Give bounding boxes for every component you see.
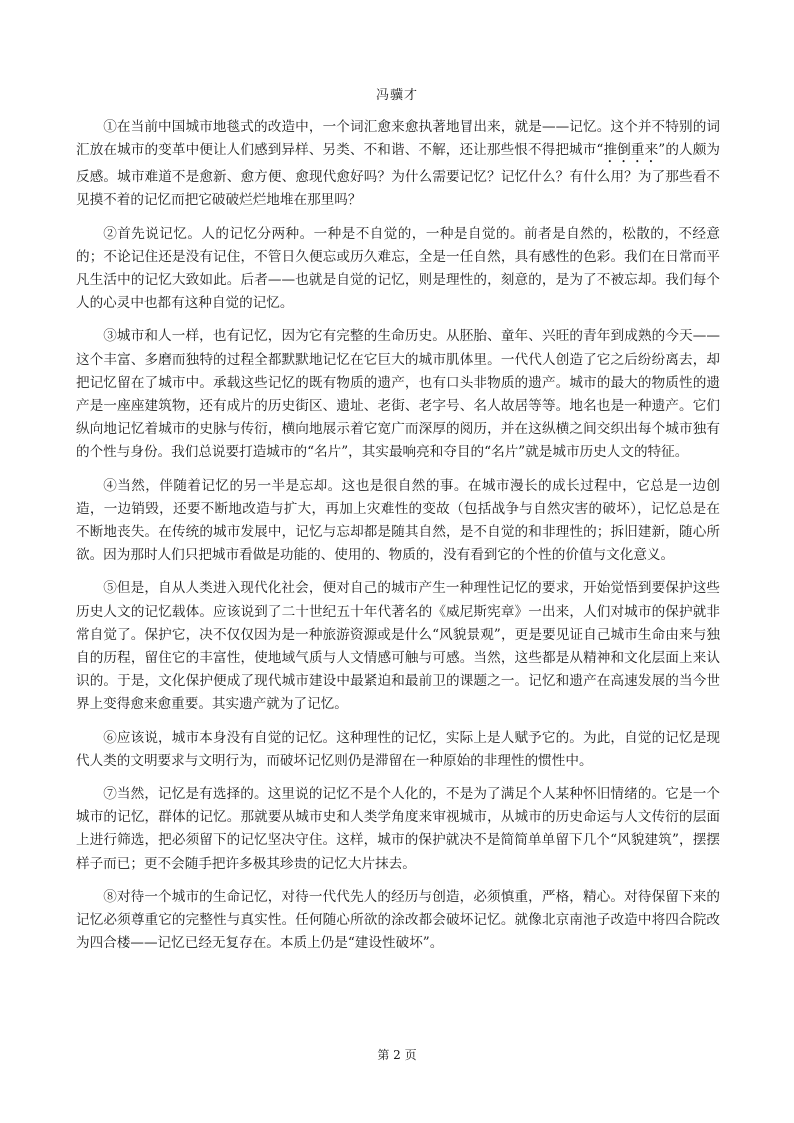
page-number: 第 2 页 [377, 1048, 417, 1062]
paragraph-7 [76, 783, 720, 876]
paragraph-1 [76, 116, 720, 213]
paragraph-2-text: ②首先说记忆。人的记忆分两种。一种是不自觉的，一种是自觉的。前者是自然的，松散的，不经意的；不论记住还是没有记住，不管日久便忘或历久难忘，全是一任自然，具有感性的色彩。我们在日常而平凡生活中的记忆大致如此。后者——也就是自觉的记忆，则是理性的，刻意的，是为了不被忘却。我们每个人的心灵中也都有这种自觉的记忆。 [76, 225, 720, 312]
paragraph-1-text-after: ”的人颇为反感。城市难道不是愈新、愈方便、愈现代愈好吗？为什么需要记忆？记忆什么？有什么用？为了那些看不见摸不着的记忆而把它破破烂烂地堆在那里吗？ [76, 142, 720, 209]
paragraph-7-text: ⑦当然，记忆是有选择的。这里说的记忆不是个人化的，不是为了满足个人某种怀旧情绪的。它是一个城市的记忆，群体的记忆。那就要从城市史和人类学角度来审视城市，从城市的历史命运与人文传衍的层面上进行筛选，把必须留下的记忆坚决守住。这样，城市的保护就决不是简简单单留下几个“风貌建筑”，摆摆样子而已；更不会随手把许多极其珍贵的记忆大片抹去。 [76, 786, 720, 872]
emphasized-phrase: 推倒重来 [603, 142, 659, 159]
paragraph-2 [76, 223, 720, 316]
paragraph-4 [76, 475, 720, 568]
paragraph-5 [76, 577, 720, 716]
article-body [76, 116, 720, 966]
paragraph-1-text-before: ①在当前中国城市地毯式的改造中，一个词汇愈来愈执著地冒出来，就是——记忆。这个并不特别的词汇放在城市的变革中便让人们感到异样、另类、不和谐、不解，还让那些恨不得把城市“ [76, 119, 720, 159]
paragraph-8 [76, 886, 720, 956]
paragraph-6-text: ⑥应该说，城市本身没有自觉的记忆。这种理性的记忆，实际上是人赋予它的。为此，自觉的记忆是现代人类的文明要求与文明行为，而破坏记忆则仍是滞留在一种原始的非理性的惯性中。 [76, 729, 720, 769]
paragraph-5-text: ⑤但是，自从人类进入现代化社会，便对自己的城市产生一种理性记忆的要求，开始觉悟到要保护这些历史人文的记忆载体。应该说到了二十世纪五十年代著名的《威尼斯宪章》一出来，人们对城市的保护就非常自觉了。保护它，决不仅仅因为是一种旅游资源或是什么“风貌景观”，更是要见证自己城市生命由来与独自的历程，留住它的丰富性，使地域气质与人文情感可触与可感。当然，这些都是从精神和文化层面上来认识的。于是，文化保护便成了现代城市建设中最紧迫和最前卫的课题之一。记忆和遗产在高速发展的当今世界上变得愈来愈重要。其实遗产就为了记忆。 [76, 580, 720, 713]
paragraph-3 [76, 325, 720, 464]
paragraph-3-text: ③城市和人一样，也有记忆，因为它有完整的生命历史。从胚胎、童年、兴旺的青年到成熟的今天——这个丰富、多磨而独特的过程全都默默地记忆在它巨大的城市肌体里。一代代人创造了它之后纷纷离去，却把记忆留在了城市中。承载这些记忆的既有物质的遗产，也有口头非物质的遗产。城市的最大的物质性的遗产是一座座建筑物，还有成片的历史街区、遗址、老街、老字号、名人故居等等。地名也是一种遗产。它们纵向地记忆着城市的史脉与传衍，横向地展示着它宽广而深厚的阅历，并在这纵横之间交织出每个城市独有的个性与身份。我们总说要打造城市的“名片”，其实最响亮和夺目的“名片”就是城市历史人文的特征。 [76, 328, 720, 461]
paragraph-6 [76, 727, 720, 773]
paragraph-8-text: ⑧对待一个城市的生命记忆，对待一代代先人的经历与创造，必须慎重，严格，精心。对待保留下来的记忆必须尊重它的完整性与真实性。任何随心所欲的涂改都会破坏记忆。就像北京南池子改造中将四合院改为四合楼——记忆已经无复存在。本质上仍是“建设性破坏”。 [76, 888, 720, 952]
author-name: 冯骥才 [375, 88, 418, 103]
paragraph-4-text: ④当然，伴随着记忆的另一半是忘却。这也是很自然的事。在城市漫长的成长过程中，它总是一边创造，一边销毁，还要不断地改造与扩大，再加上灾难性的变故（包括战争与自然灾害的破坏），记忆总是在不断地丧失。在传统的城市发展中，记忆与忘却都是随其自然，是不自觉的和非理性的；拆旧建新，随心所欲。因为那时人们只把城市看做是功能的、使用的、物质的，没有看到它的个性的价值与文化意义。 [76, 477, 720, 564]
